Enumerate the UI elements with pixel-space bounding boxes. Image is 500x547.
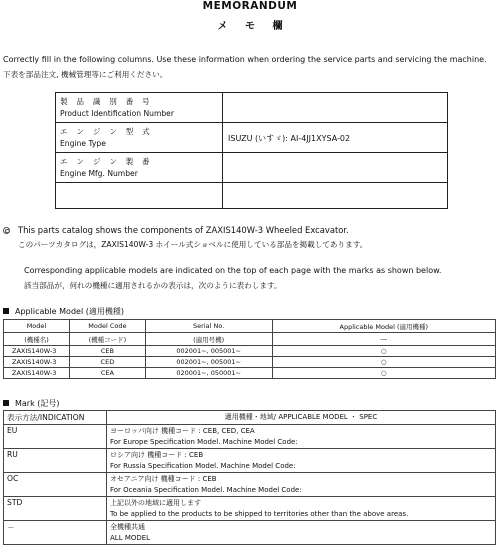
- column-header-japanese: (機種名): [4, 333, 70, 346]
- indication-cell: EU: [4, 425, 107, 449]
- id-label-cell: [56, 183, 223, 209]
- table-row: [4, 497, 496, 521]
- id-label-japanese: 製 品 識 別 番 号: [60, 97, 153, 106]
- serial-cell: 020001~, 050001~: [145, 368, 272, 379]
- table-row: [4, 521, 496, 545]
- id-label-english: Product Identification Number: [60, 109, 174, 118]
- column-header: Model: [4, 320, 70, 333]
- model-cell: ZAXIS140W-3: [4, 346, 70, 357]
- spec-line-english: For Russia Specification Model. Machine Model Code:: [110, 461, 296, 470]
- column-header-indication: 表示方法/INDICATION: [4, 411, 107, 425]
- column-header: Applicable Model (適用機種): [272, 320, 495, 333]
- indication-cell: OC: [4, 473, 107, 497]
- applicable-model-heading-text: Applicable Model (適用機種): [15, 307, 124, 316]
- table-row: [4, 357, 496, 368]
- corresponding-text-japanese: 該当部品が，何れの機種に適用されるかの表示は，次のように表わします。: [24, 281, 282, 290]
- id-value-product-number[interactable]: [223, 93, 448, 123]
- spec-cell: [107, 425, 496, 449]
- spec-line-english: For Europe Specification Model. Machine Model Code:: [110, 437, 298, 446]
- spec-line-japanese: 上記以外の地域に適用します: [110, 499, 201, 507]
- column-header-applicable-spec: 適用機種・地域/ APPLICABLE MODEL ・ SPEC: [107, 411, 496, 425]
- column-header-japanese: (適用号機): [145, 333, 272, 346]
- column-header: Serial No.: [145, 320, 272, 333]
- id-value-engine-mfg-number[interactable]: [223, 153, 448, 183]
- indication-cell: STD: [4, 497, 107, 521]
- page-title: MEMORANDUM: [202, 0, 298, 12]
- mark-heading-text: Mark (記号): [15, 399, 60, 408]
- indication-cell: －: [4, 521, 107, 545]
- table-row: [4, 346, 496, 357]
- page-title-japanese: メ モ 欄: [217, 21, 283, 32]
- spec-line-english: To be applied to the products to be shipped to territories other than the above areas.: [110, 509, 409, 518]
- square-bullet-icon: [3, 400, 9, 406]
- id-value-engine-type[interactable]: ISUZU (いすゞ): AI-4JJ1XYSA-02: [223, 123, 448, 153]
- spec-line-japanese: ヨーロッパ向け 機種コード : CEB, CED, CEA: [110, 427, 255, 435]
- catalog-note-japanese: このパーツカタログは，ZAXIS140W-3 ホイール式ショベルに使用している部品を掲載してあります。: [18, 240, 368, 249]
- applicable-model-heading: [3, 306, 124, 317]
- mark-heading: [3, 398, 60, 409]
- id-label-cell: [56, 93, 223, 123]
- id-label-cell: [56, 153, 223, 183]
- table-row: [4, 473, 496, 497]
- id-label-english: Engine Type: [60, 139, 106, 148]
- spec-cell: [107, 521, 496, 545]
- corresponding-text-english: Corresponding applicable models are indicated on the top of each page with the marks as shown below.: [24, 266, 442, 275]
- intro-text-japanese: 下表を部品注文, 機械管理等にご利用ください。: [3, 70, 168, 79]
- id-row-blank: [56, 183, 448, 209]
- column-header: Model Code: [69, 320, 145, 333]
- model-cell: ZAXIS140W-3: [4, 357, 70, 368]
- table-header-row-japanese: [4, 333, 496, 346]
- applicable-model-table: [3, 319, 496, 379]
- spec-cell: [107, 473, 496, 497]
- spec-line-japanese: 全機種共通: [110, 523, 145, 531]
- catalog-note-text: This parts catalog shows the components of ZAXIS140W-3 Wheeled Excavator.: [18, 225, 349, 235]
- model-cell: ZAXIS140W-3: [4, 368, 70, 379]
- id-row-product-number: [56, 93, 448, 123]
- table-header-row: [4, 320, 496, 333]
- table-header-row: [4, 411, 496, 425]
- model-code-cell: CEA: [69, 368, 145, 379]
- model-code-cell: CED: [69, 357, 145, 368]
- id-value-blank[interactable]: [223, 183, 448, 209]
- identification-table: [55, 92, 448, 209]
- spec-line-japanese: ロシア向け 機種コード : CEB: [110, 451, 204, 459]
- spec-cell: [107, 497, 496, 521]
- catalog-note-english: [3, 225, 349, 235]
- applicable-mark-cell: ○: [272, 346, 495, 357]
- mark-table: [3, 410, 496, 545]
- model-code-cell: CEB: [69, 346, 145, 357]
- serial-cell: 002001~, 005001~: [145, 357, 272, 368]
- spec-cell: [107, 449, 496, 473]
- table-row: [4, 449, 496, 473]
- applicable-mark-cell: ○: [272, 368, 495, 379]
- id-label-japanese: エ ン ジ ン 型 式: [60, 127, 153, 136]
- applicable-mark-cell: ○: [272, 357, 495, 368]
- intro-text-english: Correctly fill in the following columns. Use these information when ordering the service parts and servicing the machine.: [3, 55, 487, 64]
- spec-line-english: ALL MODEL: [110, 533, 151, 542]
- id-label-japanese: エ ン ジ ン 製 番: [60, 157, 153, 166]
- square-bullet-icon: [3, 308, 9, 314]
- column-header-japanese: ―: [272, 333, 495, 346]
- id-row-engine-mfg-number: [56, 153, 448, 183]
- indication-cell: RU: [4, 449, 107, 473]
- bullseye-icon: [3, 227, 10, 234]
- id-row-engine-type: [56, 123, 448, 153]
- id-label-cell: [56, 123, 223, 153]
- column-header-japanese: (機種コード): [69, 333, 145, 346]
- id-label-english: Engine Mfg. Number: [60, 169, 138, 178]
- spec-line-english: For Oceania Specification Model. Machine Model Code:: [110, 485, 302, 494]
- table-row: [4, 425, 496, 449]
- table-row: [4, 368, 496, 379]
- serial-cell: 002001~, 005001~: [145, 346, 272, 357]
- spec-line-japanese: オセアニア向け 機種コード : CEB: [110, 475, 217, 483]
